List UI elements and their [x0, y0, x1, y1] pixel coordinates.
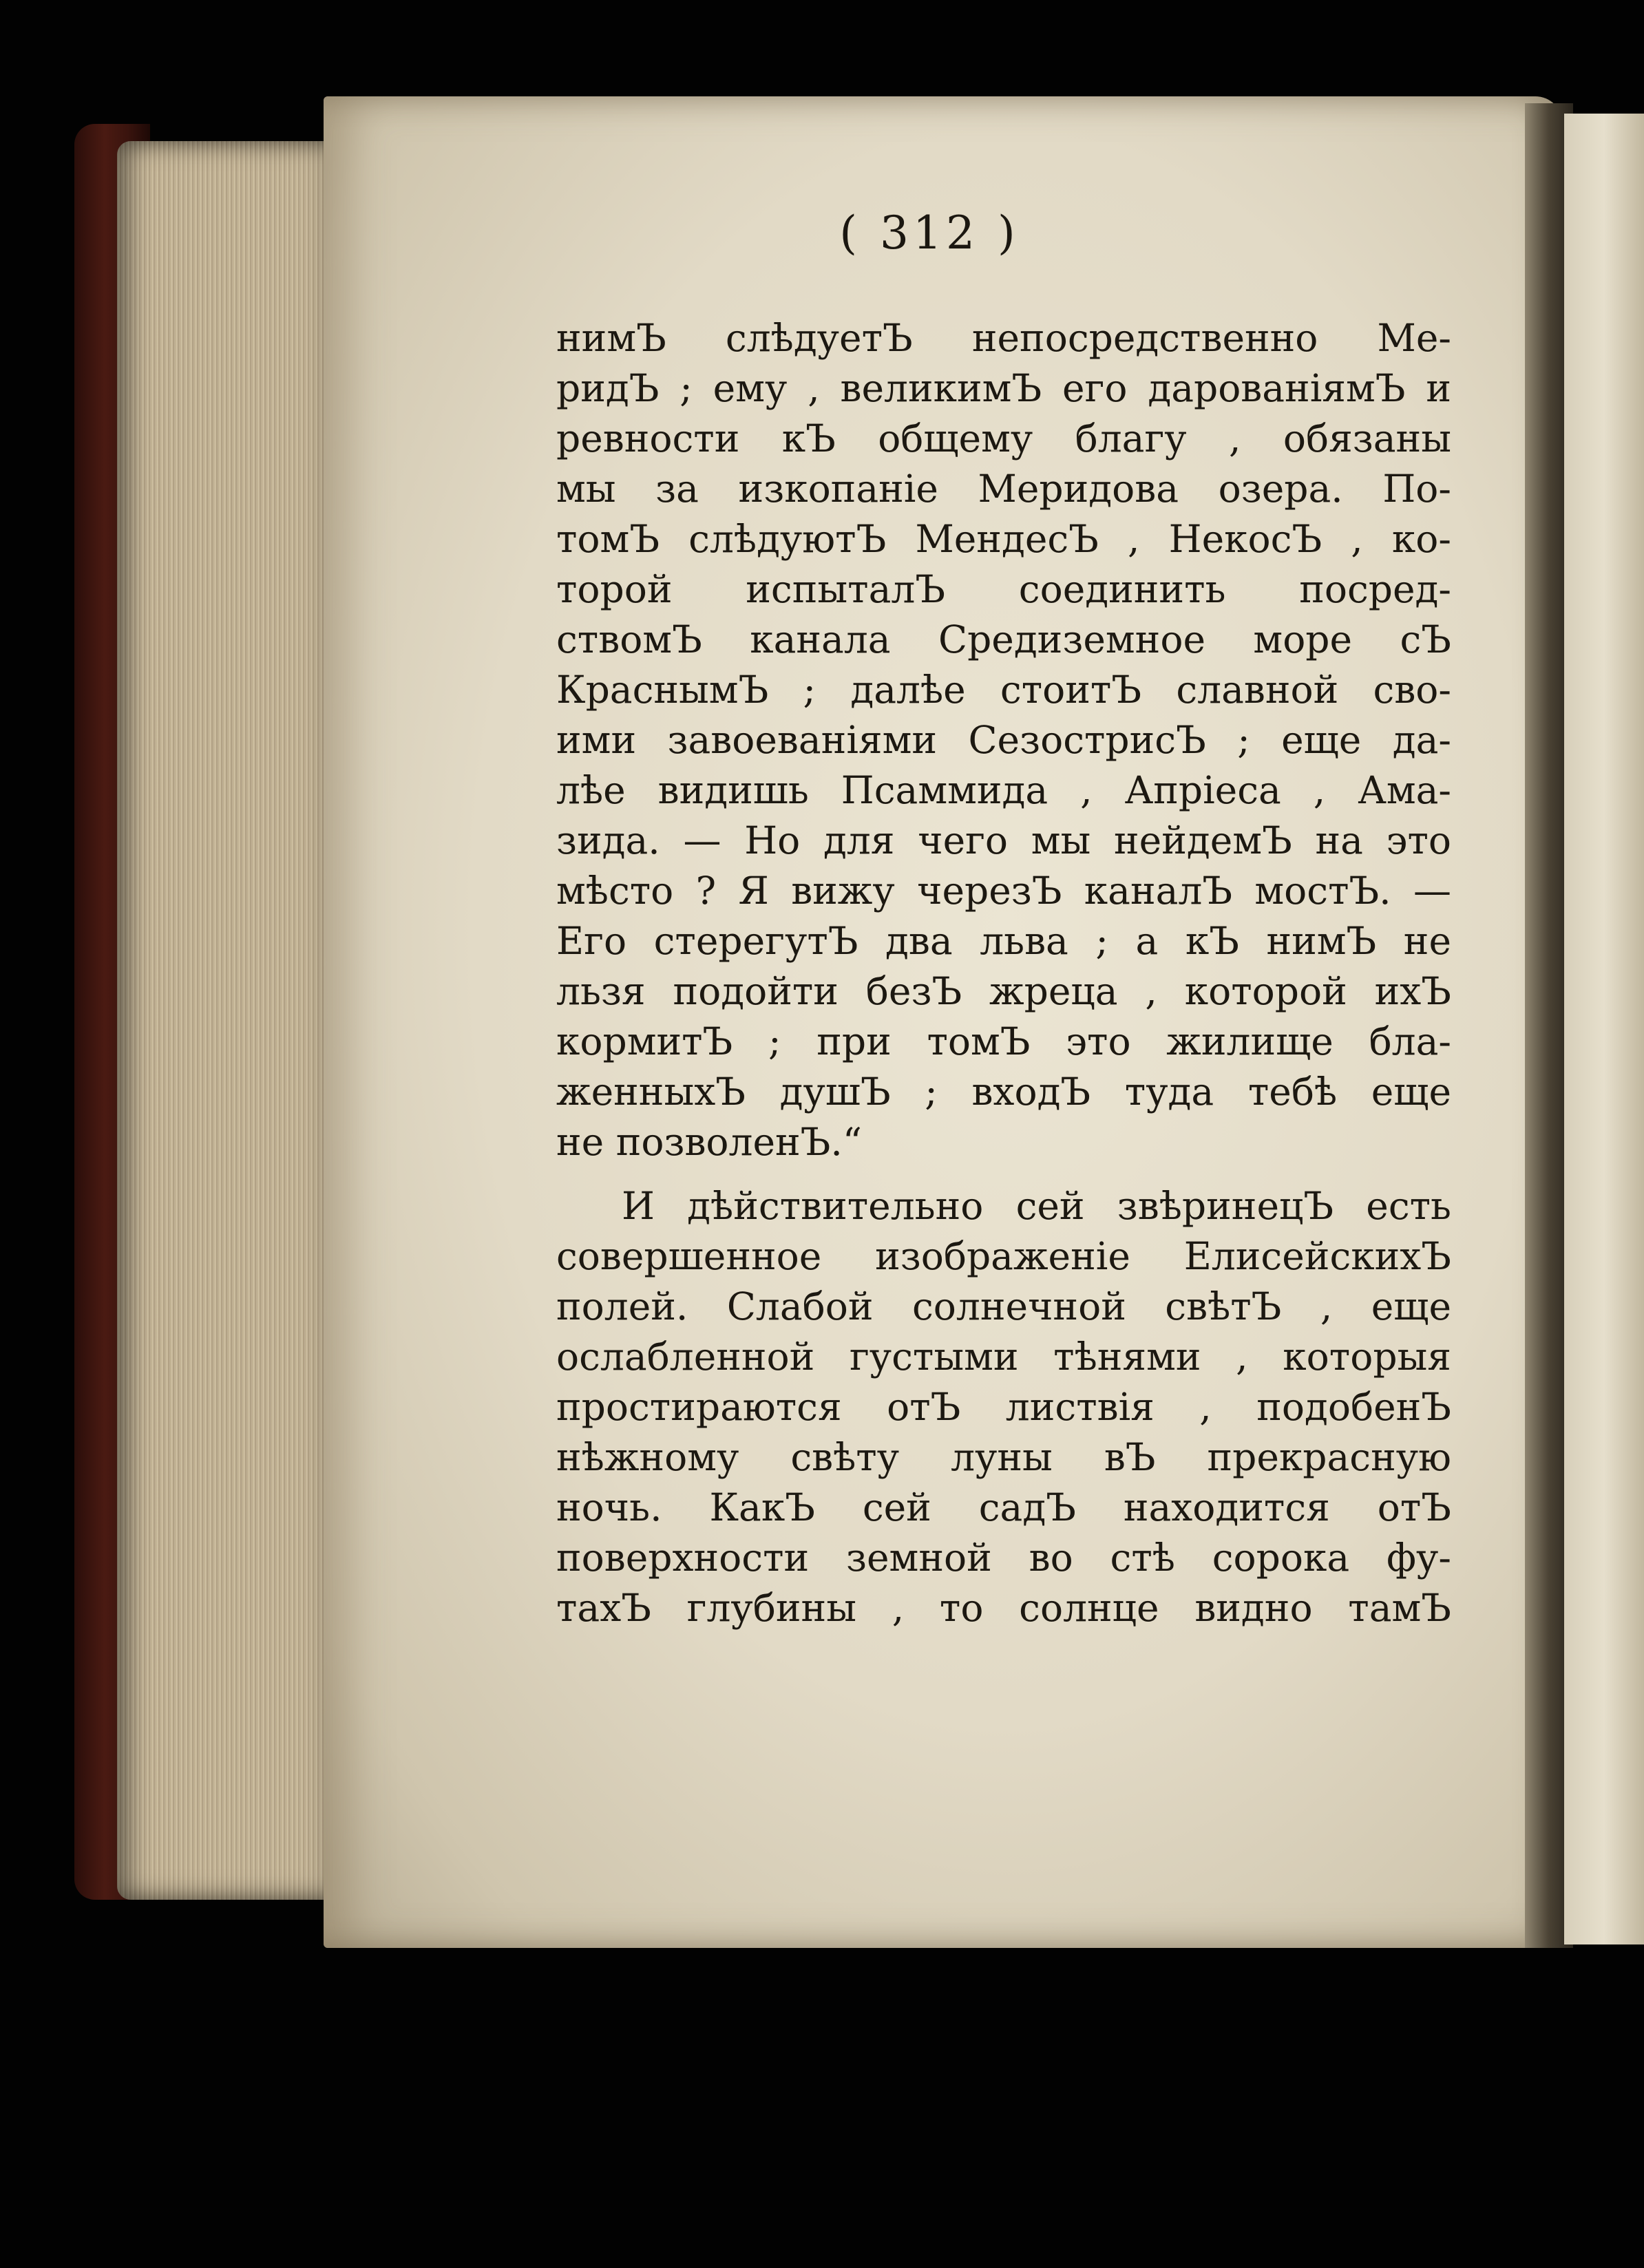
text-line: торой испыталЪ соединить посред-	[556, 567, 1451, 611]
page-number: ( 312 )	[839, 206, 1020, 259]
text-line: нимЪ слѣдуетЪ непосредственно Ме-	[556, 316, 1451, 360]
text-line: мы за изкопаніе Меридова озера. По-	[556, 467, 1451, 511]
text-line: совершенное изображеніе ЕлисейскихЪ	[556, 1234, 1451, 1278]
text-line: не позволенЪ.“	[556, 1120, 862, 1164]
text-line: льзя подойти безЪ жреца , которой ихЪ	[556, 969, 1451, 1013]
text-line: нѣжному свѣту луны вЪ прекрасную	[556, 1435, 1451, 1479]
text-line: И дѣйствительно сей звѣринецЪ есть	[622, 1184, 1451, 1228]
text-line: КраснымЪ ; далѣе стоитЪ славной сво-	[556, 668, 1451, 712]
text-line: зида. — Но для чего мы нейдемЪ на это	[556, 818, 1451, 862]
text-line: полей. Слабой солнечной свѣтЪ , еще	[556, 1284, 1451, 1328]
text-line: ствомЪ канала Средиземное море сЪ	[556, 617, 1451, 661]
next-page-edge	[1564, 114, 1644, 1944]
text-line: Его стерегутЪ два льва ; а кЪ нимЪ не	[556, 919, 1451, 963]
text-line: тахЪ глубины , то солнце видно тамЪ	[556, 1586, 1451, 1630]
text-line: мѣсто ? Я вижу черезЪ каналЪ мостЪ. —	[556, 869, 1451, 913]
text-line: ночь. КакЪ сей садЪ находится отЪ	[556, 1485, 1451, 1529]
text-line: ими завоеваніями СезострисЪ ; еще да-	[556, 718, 1451, 762]
paragraph-2	[556, 1181, 1451, 1633]
paragraph-1	[556, 313, 1451, 1167]
text-line: лѣе видишь Псаммида , Апріеса , Ама-	[556, 768, 1451, 812]
text-line: простираются отЪ листвія , подобенЪ	[556, 1385, 1451, 1429]
text-line: ридЪ ; ему , великимЪ его дарованіямЪ и	[556, 366, 1451, 410]
page-edges	[117, 141, 351, 1900]
page-body-text	[556, 313, 1451, 1633]
text-line: женныхЪ душЪ ; входЪ туда тебѣ еще	[556, 1070, 1451, 1114]
text-line: ревности кЪ общему благу , обязаны	[556, 416, 1451, 460]
text-line: поверхности земной во стѣ сорока фу-	[556, 1536, 1451, 1580]
text-line: кормитЪ ; при томЪ это жилище бла-	[556, 1019, 1451, 1063]
text-line: томЪ слѣдуютЪ МендесЪ , НекосЪ , ко-	[556, 517, 1451, 561]
text-line: ослабленной густыми тѣнями , которыя	[556, 1335, 1451, 1379]
